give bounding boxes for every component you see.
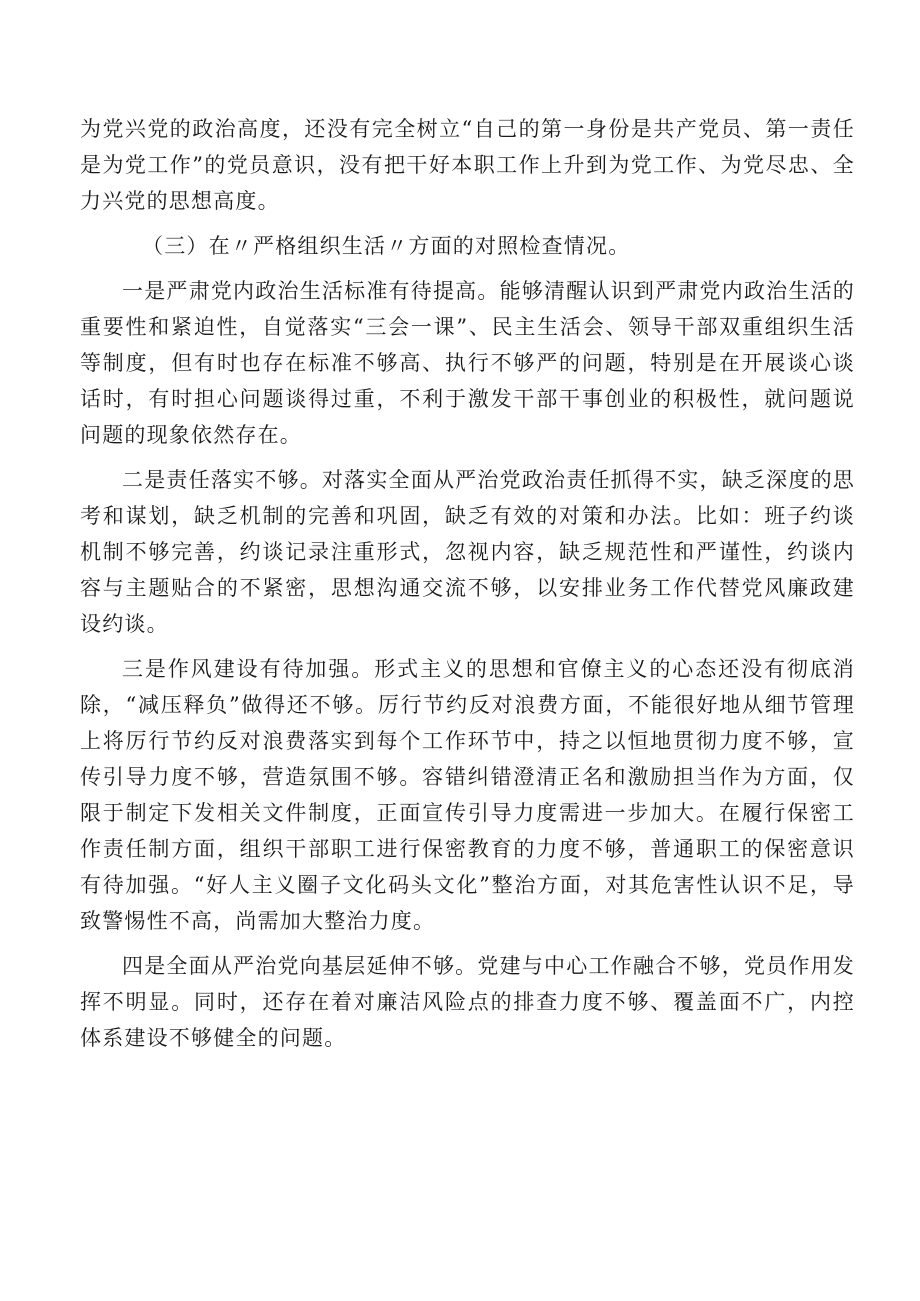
paragraph-continuation: 为党兴党的政治高度，还没有完全树立“自己的第一身份是共产党员、第一责任是为党工作”的党员意识，没有把干好本职工作上升到为党工作、为党尽忠、全力兴党的思想高度。 <box>80 117 855 213</box>
section-heading: （三）在〃严格组织生活〃方面的对照检查情况。 <box>142 234 631 258</box>
paragraph-work-style: 三是作风建设有待加强。形式主义的思想和官僚主义的心态还没有彻底消除，“减压释负”做得还不够。厉行节约反对浪费方面，不能很好地从细节管理上将厉行节约反对浪费落实到每个工作环节中，持之以恒地贯彻力度不够，宣传引导力度不够，营造氛围不够。容错纠错澄清正名和激励担当作为方面，仅限于制定下发相关文件制度，正面宣传引导力度需进一步加大。在履行保密工作责任制方面，组织干部职工进行保密教育的力度不够，普通职工的保密意识有待加强。“好人主义圈子文化码头文化”整治方面，对其危害性认识不足，导致警惕性不高，尚需加大整治力度。 <box>80 657 855 933</box>
paragraph-grassroots: 四是全面从严治党向基层延伸不够。党建与中心工作融合不够，党员作用发挥不明显。同时，还存在着对廉洁风险点的排查力度不够、覆盖面不广，内控体系建设不够健全的问题。 <box>80 954 855 1050</box>
paragraph-political-life: 一是严肃党内政治生活标准有待提高。能够清醒认识到严肃党内政治生活的重要性和紧迫性，自觉落实“三会一课”、民主生活会、领导干部双重组织生活等制度，但有时也存在标准不够高、执行不够严的问题，特别是在开展谈心谈话时，有时担心问题谈得过重，不利于激发干部干事创业的积极性，就问题说问题的现象依然存在。 <box>80 279 855 447</box>
document-body <box>80 111 855 1065</box>
paragraph-responsibility: 二是责任落实不够。对落实全面从严治党政治责任抓得不实，缺乏深度的思考和谋划，缺乏机制的完善和巩固，缺乏有效的对策和办法。比如：班子约谈机制不够完善，约谈记录注重形式，忽视内容，缺乏规范性和严谨性，约谈内容与主题贴合的不紧密，思想沟通交流不够，以安排业务工作代替党风廉政建设约谈。 <box>80 468 855 636</box>
